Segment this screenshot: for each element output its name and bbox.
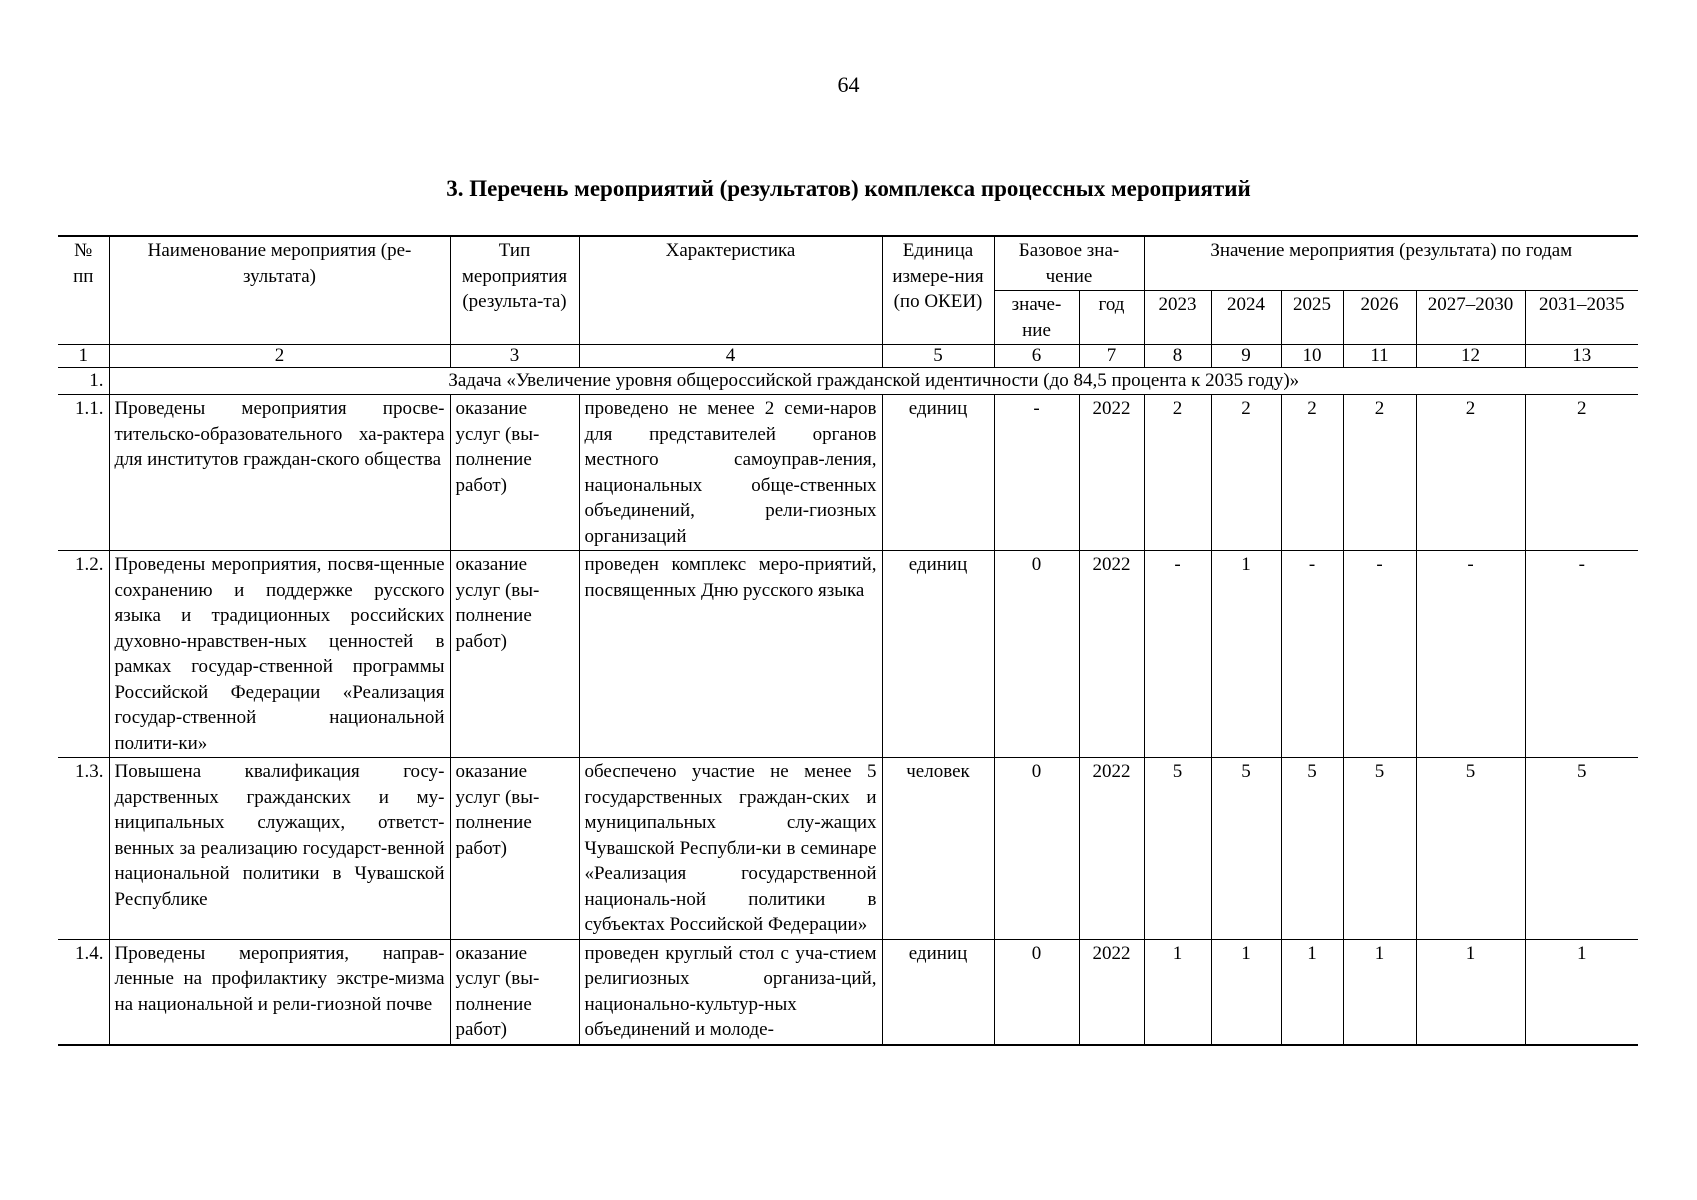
table-row	[58, 551, 1638, 758]
measure-unit: единиц	[882, 939, 994, 1045]
column-number: 12	[1416, 345, 1525, 368]
measure-name: Проведены мероприятия просве-тительско-образовательного ха-рактера для институтов граждан-ского общества	[109, 395, 450, 551]
value-2027-2030: -	[1416, 551, 1525, 758]
value-2024: 1	[1211, 551, 1281, 758]
row-number: 1.2.	[58, 551, 109, 758]
value-2026: -	[1343, 551, 1416, 758]
value-2026: 5	[1343, 758, 1416, 940]
value-2023: 1	[1144, 939, 1211, 1045]
header-num: № пп	[58, 236, 109, 345]
base-value: 0	[994, 939, 1079, 1045]
measure-unit: единиц	[882, 395, 994, 551]
value-2031-2035: 5	[1525, 758, 1638, 940]
column-number: 10	[1281, 345, 1343, 368]
header-base: Базовое зна-чение	[994, 236, 1144, 291]
table-row	[58, 395, 1638, 551]
column-number: 11	[1343, 345, 1416, 368]
value-2025: -	[1281, 551, 1343, 758]
value-2027-2030: 5	[1416, 758, 1525, 940]
base-value: -	[994, 395, 1079, 551]
row-number: 1.3.	[58, 758, 109, 940]
header-unit: Единица измере-ния (по ОКЕИ)	[882, 236, 994, 345]
base-value: 0	[994, 551, 1079, 758]
measure-description: проведен комплекс меро-приятий, посвященных Дню русского языка	[579, 551, 882, 758]
measure-name: Проведены мероприятия, посвя-щенные сохранению и поддержке русского языка и традиционных российских духовно-нравствен-ных ценностей в рамках государ-ственной программы Российской Федерации «Реализация государ-ственной национальной полити-ки»	[109, 551, 450, 758]
header-name: Наименование мероприятия (ре-зультата)	[109, 236, 450, 345]
value-2026: 1	[1343, 939, 1416, 1045]
value-2025: 2	[1281, 395, 1343, 551]
measure-type: оказание услуг (вы-полнение работ)	[450, 395, 579, 551]
header-year-2025: 2025	[1281, 291, 1343, 345]
base-year: 2022	[1079, 395, 1144, 551]
column-number: 8	[1144, 345, 1211, 368]
header-year-2027-2030: 2027–2030	[1416, 291, 1525, 345]
row-number: 1.4.	[58, 939, 109, 1045]
header-base-year: год	[1079, 291, 1144, 345]
header-row-1	[58, 236, 1638, 291]
column-number-row	[58, 345, 1638, 368]
measure-unit: человек	[882, 758, 994, 940]
task-title: Задача «Увеличение уровня общероссийской гражданской идентичности (до 84,5 процента к 2035 году)»	[109, 368, 1638, 395]
page-number: 64	[837, 72, 860, 97]
column-number: 7	[1079, 345, 1144, 368]
section-title: 3. Перечень мероприятий (результатов) комплекса процессных мероприятий	[446, 176, 1251, 201]
value-2023: 5	[1144, 758, 1211, 940]
table-row	[58, 758, 1638, 940]
header-values-by-year: Значение мероприятия (результата) по годам	[1144, 236, 1638, 291]
column-number: 6	[994, 345, 1079, 368]
value-2023: -	[1144, 551, 1211, 758]
column-number: 5	[882, 345, 994, 368]
column-number: 13	[1525, 345, 1638, 368]
value-2024: 1	[1211, 939, 1281, 1045]
header-description: Характеристика	[579, 236, 882, 345]
value-2026: 2	[1343, 395, 1416, 551]
value-2031-2035: -	[1525, 551, 1638, 758]
column-number: 9	[1211, 345, 1281, 368]
measure-unit: единиц	[882, 551, 994, 758]
header-year-2026: 2026	[1343, 291, 1416, 345]
measure-description: проведен круглый стол с уча-стием религиозных организа-ций, национально-культур-ных объединений и молоде-	[579, 939, 882, 1045]
base-value: 0	[994, 758, 1079, 940]
value-2027-2030: 2	[1416, 395, 1525, 551]
header-year-2024: 2024	[1211, 291, 1281, 345]
measure-description: обеспечено участие не менее 5 государственных граждан-ских и муниципальных слу-жащих Чувашской Республи-ки в семинаре «Реализация государственной националь-ной политики в субъектах Российской Федерации»	[579, 758, 882, 940]
value-2024: 5	[1211, 758, 1281, 940]
measure-description: проведено не менее 2 семи-наров для представителей органов местного самоуправ-ления, национальных обще-ственных объединений, рели-гиозных организаций	[579, 395, 882, 551]
measure-type: оказание услуг (вы-полнение работ)	[450, 939, 579, 1045]
value-2031-2035: 2	[1525, 395, 1638, 551]
value-2027-2030: 1	[1416, 939, 1525, 1045]
base-year: 2022	[1079, 939, 1144, 1045]
header-base-value: значе-ние	[994, 291, 1079, 345]
measure-name: Повышена квалификация госу-дарственных гражданских и му-ниципальных служащих, ответст-венных за реализацию государст-венной национальной политики в Чувашской Республике	[109, 758, 450, 940]
value-2025: 1	[1281, 939, 1343, 1045]
measure-type: оказание услуг (вы-полнение работ)	[450, 758, 579, 940]
base-year: 2022	[1079, 551, 1144, 758]
task-row	[58, 368, 1638, 395]
column-number: 3	[450, 345, 579, 368]
column-number: 2	[109, 345, 450, 368]
measure-type: оказание услуг (вы-полнение работ)	[450, 551, 579, 758]
column-number: 1	[58, 345, 109, 368]
task-number: 1.	[58, 368, 109, 395]
column-number: 4	[579, 345, 882, 368]
measure-name: Проведены мероприятия, направ-ленные на профилактику экстре-мизма на национальной и рели-гиозной почве	[109, 939, 450, 1045]
value-2031-2035: 1	[1525, 939, 1638, 1045]
row-number: 1.1.	[58, 395, 109, 551]
value-2023: 2	[1144, 395, 1211, 551]
measures-table	[58, 235, 1638, 1046]
header-year-2023: 2023	[1144, 291, 1211, 345]
header-type: Тип мероприятия (результа-та)	[450, 236, 579, 345]
header-year-2031-2035: 2031–2035	[1525, 291, 1638, 345]
value-2024: 2	[1211, 395, 1281, 551]
table-row	[58, 939, 1638, 1045]
value-2025: 5	[1281, 758, 1343, 940]
base-year: 2022	[1079, 758, 1144, 940]
